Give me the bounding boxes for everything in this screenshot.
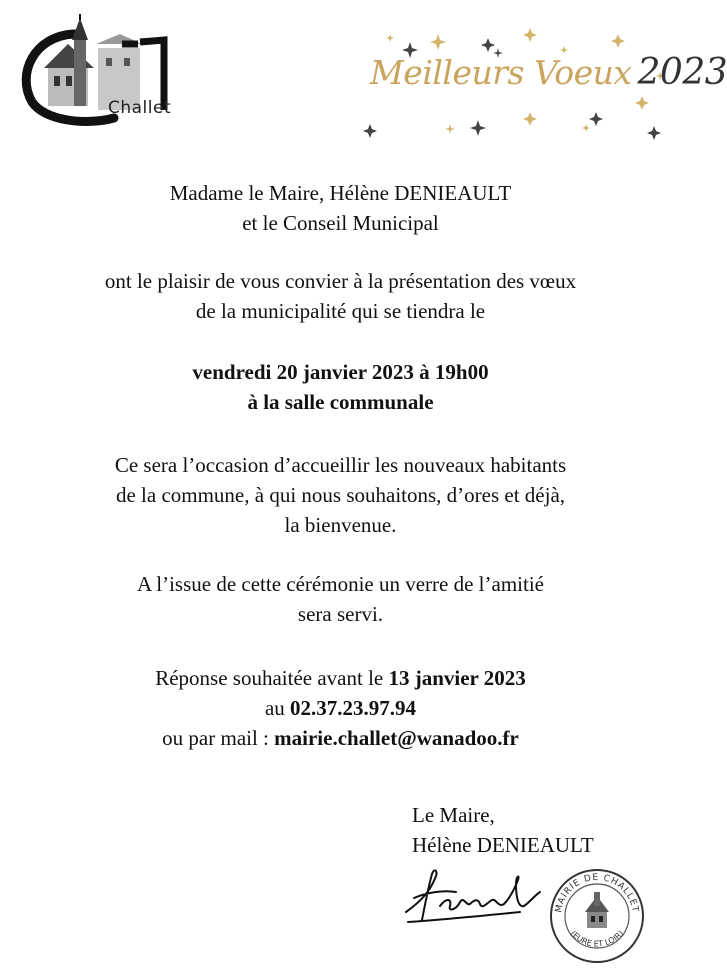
voeux-title — [370, 52, 727, 93]
drink-line: A l’issue de cette cérémonie un verre de l’amitié — [137, 572, 544, 596]
logo-text: Challet — [108, 98, 172, 118]
phone-prefix: au — [264, 696, 291, 720]
welcome-line: la bienvenue. — [284, 513, 397, 537]
mail-line — [0, 723, 681, 753]
event-place: à la salle communale — [247, 390, 434, 414]
stamp-icon — [547, 866, 647, 966]
handwritten-signature — [400, 862, 550, 930]
rsvp-date: 13 janvier 2023 — [388, 666, 526, 690]
rsvp-block — [0, 663, 681, 753]
rsvp-prefix: Réponse souhaitée avant le — [155, 666, 389, 690]
signature-block — [412, 800, 594, 860]
intro-line: de la municipalité qui se tiendra le — [195, 299, 486, 323]
event-date: vendredi 20 janvier 2023 à 19h00 — [192, 360, 489, 384]
mairie-stamp — [547, 866, 647, 966]
voeux-year: 2023 — [637, 52, 727, 93]
rsvp-line — [0, 663, 681, 693]
voeux-words: Meilleurs Voeux — [370, 53, 632, 92]
intro-line: ont le plaisir de vous convier à la présentation des vœux — [104, 269, 577, 293]
signature-title: Le Maire, — [412, 803, 495, 827]
mail-address[interactable]: mairie.challet@wanadoo.fr — [274, 726, 519, 750]
phone-line — [0, 693, 681, 723]
mail-prefix: ou par mail : — [162, 726, 275, 750]
welcome-line: Ce sera l’occasion d’accueillir les nouveaux habitants — [114, 453, 567, 477]
signature-icon — [400, 862, 550, 930]
hosts-line: Madame le Maire, Hélène DENIEAULT — [169, 181, 512, 205]
intro-block — [0, 266, 681, 326]
svg-text:(EURE ET LOIR): (EURE ET LOIR) — [568, 928, 626, 949]
welcome-line: de la commune, à qui nous souhaitons, d’ores et déjà, — [115, 483, 566, 507]
phone-number: 02.37.23.97.94 — [290, 696, 417, 720]
welcome-block — [0, 450, 681, 540]
hosts-block — [0, 178, 681, 238]
hosts-line: et le Conseil Municipal — [242, 211, 439, 235]
event-block — [0, 357, 681, 417]
svg-text:MAIRIE DE CHALLET: MAIRIE DE CHALLET — [553, 872, 640, 914]
drink-line: sera servi. — [297, 602, 384, 626]
drink-block — [0, 569, 681, 629]
signature-name: Hélène DENIEAULT — [412, 833, 594, 857]
